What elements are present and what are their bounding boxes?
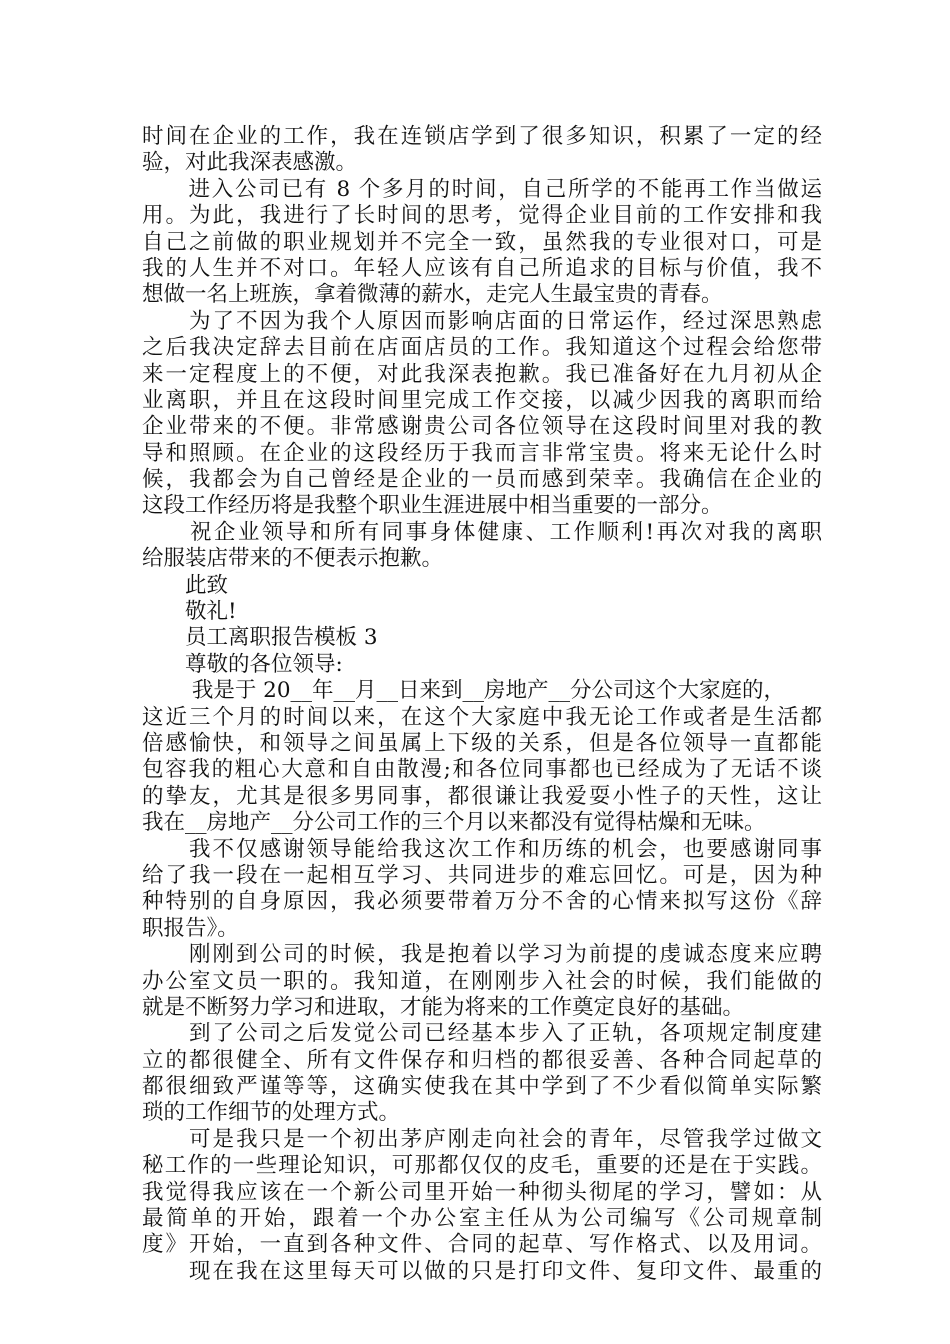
text-line: 现在我在这里每天可以做的只是打印文件、复印文件、最重的 [142,1258,822,1284]
section-heading: 员工离职报告模板 3 [142,625,378,651]
text-line: 业离职，并且在这段时间里完成工作交接，以减少因我的离职而给 [142,387,822,413]
text-line: 这段工作经历将是我整个职业生涯进展中相当重要的一部分。 [142,493,723,519]
text-line: 职报告》。 [142,915,239,941]
text-line: 我在__房地产__分公司工作的三个月以来都没有觉得枯燥和无味。 [142,810,766,836]
text-line: 秘工作的一些理论知识，可那都仅仅的皮毛，重要的还是在于实践。 [142,1153,822,1179]
text-line: 刚刚到公司的时候，我是抱着以学习为前提的虔诚态度来应聘 [142,942,822,968]
text-line: 我的人生并不对口。年轻人应该有自己所追求的目标与价值，我不 [142,255,822,281]
text-line: 给了我一段在一起相互学习、共同进步的难忘回忆。可是，因为种 [142,862,822,888]
text-line: 给服装店带来的不便表示抱歉。 [142,546,444,572]
text-line: 进入公司已有 8 个多月的时间，自己所学的不能再工作当做运 [142,176,822,202]
text-line: 都很细致严谨等等，这确实使我在其中学到了不少看似简单实际繁 [142,1074,822,1100]
text-line: 最简单的开始，跟着一个办公室主任从为公司编写《公司规章制 [142,1206,822,1232]
text-line: 种特别的自身原因，我必须要带着万分不舍的心情来拟写这份《辞 [142,889,822,915]
closing-salutation: 此致 [142,572,229,598]
text-line: 我不仅感谢领导能给我这次工作和历练的机会，也要感谢同事 [142,836,822,862]
text-line: 自己之前做的职业规划并不完全一致，虽然我的专业很对口，可是 [142,229,822,255]
text-line: 为了不因为我个人原因而影响店面的日常运作，经过深思熟虑 [142,308,822,334]
text-line: 倍感愉快，和领导之间虽属上下级的关系，但是各位领导一直都能 [142,730,822,756]
text-line: 之后我决定辞去目前在店面店员的工作。我知道这个过程会给您带 [142,335,822,361]
text-line: 立的都很健全、所有文件保存和归档的都很妥善、各种合同起草的 [142,1047,822,1073]
text-line: 可是我只是一个初出茅庐刚走向社会的青年，尽管我学过做文 [142,1126,822,1152]
text-line: 候，我都会为自己曾经是企业的一员而感到荣幸。我确信在企业的 [142,467,822,493]
text-line: 用。为此，我进行了长时间的思考，觉得企业目前的工作安排和我 [142,203,822,229]
text-line: 的挚友，尤其是很多男同事，都很谦让我爱耍小性子的天性，这让 [142,783,822,809]
greeting: 尊敬的各位领导: [142,651,343,677]
text-line: 度》开始，一直到各种文件、合同的起草、写作格式、以及用词。 [142,1232,822,1258]
text-line: 想做一名上班族，拿着微薄的薪水，走完人生最宝贵的青春。 [142,282,723,308]
text-line: 到了公司之后发觉公司已经基本步入了正轨，各项规定制度建 [142,1021,822,1047]
document-body [142,124,822,1285]
text-line: 祝企业领导和所有同事身体健康、工作顺利!再次对我的离职 [142,519,822,545]
text-line: 验，对此我深表感激。 [142,150,358,176]
text-line: 这近三个月的时间以来，在这个大家庭中我无论工作或者是生活都 [142,704,822,730]
text-line: 导和照顾。在企业的这段经历于我而言非常宝贵。将来无论什么时 [142,440,822,466]
text-line: 就是不断努力学习和进取，才能为将来的工作奠定良好的基础。 [142,994,745,1020]
text-line: 企业带来的不便。非常感谢贵公司各位领导在这段时间里对我的教 [142,414,822,440]
text-line: 包容我的粗心大意和自由散漫;和各位同事都也已经成为了无话不谈 [142,757,822,783]
text-line: 时间在企业的工作，我在连锁店学到了很多知识，积累了一定的经 [142,124,822,149]
text-line: 我是于 20__年__月__日来到__房地产__分公司这个大家庭的， [142,678,786,704]
text-line: 办公室文员一职的。我知道，在刚刚步入社会的时候，我们能做的 [142,968,822,994]
text-line: 琐的工作细节的处理方式。 [142,1100,401,1126]
text-line: 来一定程度上的不便，对此我深表抱歉。我已准备好在九月初从企 [142,361,822,387]
text-line: 我觉得我应该在一个新公司里开始一种彻头彻尾的学习，譬如：从 [142,1179,822,1205]
closing-regards: 敬礼! [142,599,237,625]
